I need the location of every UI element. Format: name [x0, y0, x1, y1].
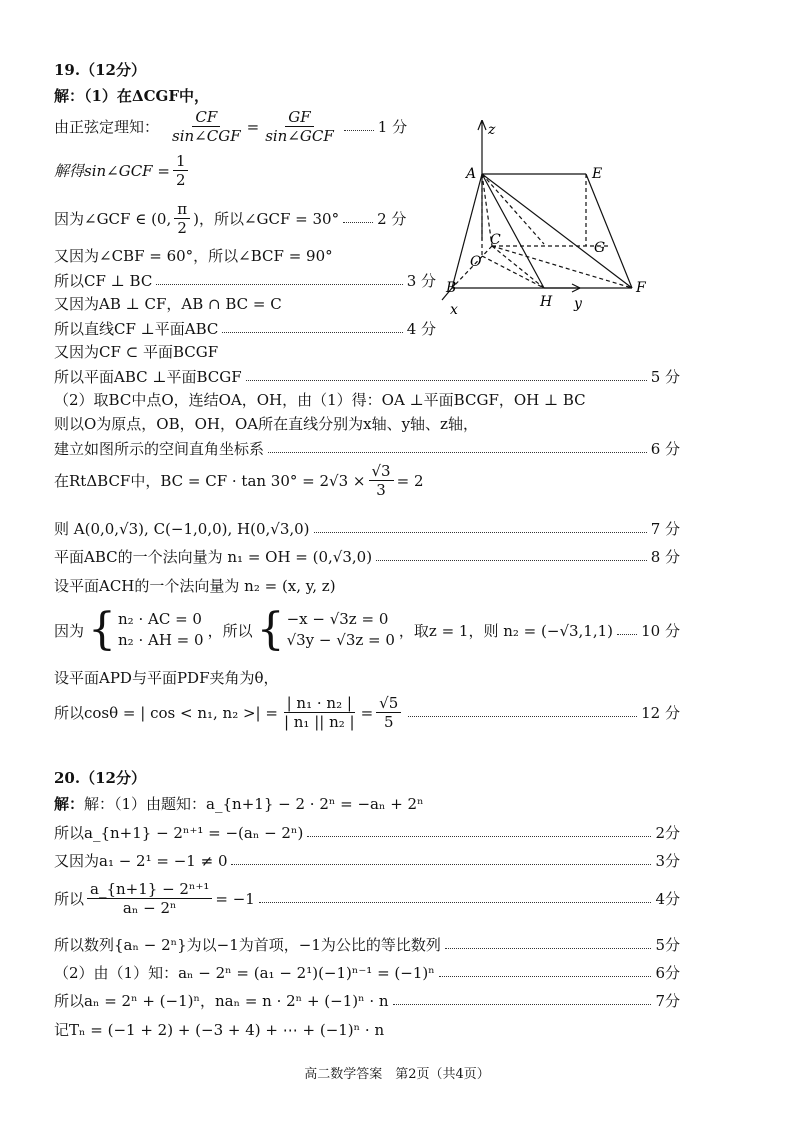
q19-line: 又因为AB ⊥ CF，AB ∩ BC = C — [54, 295, 282, 313]
q19-line: 建立如图所示的空间直角坐标系 6 分 — [54, 440, 680, 458]
q20-line: 所以数列{aₙ − 2ⁿ}为以−1为首项，−1为公比的等比数列 5分 — [54, 936, 680, 954]
q19-line: 平面ABC的一个法向量为 n₁ = OH = (0,√3,0) 8 分 — [54, 548, 680, 566]
q19-line: 则 A(0,0,√3), C(−1,0,0), H(0,√3,0) 7 分 — [54, 520, 680, 538]
q19-line: 所以直线CF ⊥平面ABC 4 分 — [54, 320, 436, 338]
q20-line: 所以a_{n+1} − 2ⁿ⁺¹ = −(aₙ − 2ⁿ) 2分 — [54, 824, 680, 842]
q19-line: 又因为CF ⊂ 平面BCGF — [54, 343, 219, 361]
q19-line: 因为∠GCF ∈ (0, $\frac{\pi}{2}$ )，所以∠GCF = 30° 2 分 — [54, 200, 407, 237]
q19-line: 所以cosθ = | cos < n₁, n₂ >| = $\frac{\text{| n₁ · n₂ |}}{\text{| n₁ || n₂ |}}$ = $\frac{√5}{5}$ 12 分 — [54, 694, 680, 731]
q19-line-system: 因为 { n₂ · AC = 0 n₂ · AH = 0 ，所以 { −x − √3z = 0 √3y − √3z = 0 ，取z = 1，则 n₂ = (−√3,1,1) 10 分 — [54, 604, 680, 655]
q20-line: 记Tₙ = (−1 + 2) + (−3 + 4) + ⋯ + (−1)ⁿ · n — [54, 1021, 385, 1039]
label-A: A — [466, 166, 477, 182]
q19-line: 设平面ACH的一个法向量为 n₂ = (x, y, z) — [54, 577, 336, 595]
q19-line: 则以O为原点，OB，OH，OA所在直线分别为x轴、y轴、z轴， — [54, 415, 478, 433]
label-E: E — [592, 166, 603, 182]
q19-line: 解得sin∠GCF = $\frac{1}{2}$ — [54, 152, 680, 189]
q19-line: 所以CF ⊥ BC 3 分 — [54, 272, 436, 290]
q20-line: （2）由（1）知：aₙ − 2ⁿ = (a₁ − 2¹)(−1)ⁿ⁻¹ = (−1)ⁿ 6分 — [54, 964, 680, 982]
label-y: y — [574, 296, 582, 312]
q20-line: 所以aₙ = 2ⁿ + (−1)ⁿ，naₙ = n · 2ⁿ + (−1)ⁿ · n 7分 — [54, 992, 680, 1010]
q20-heading: 20.（12分） — [54, 769, 146, 787]
label-O: O — [470, 254, 482, 270]
label-H: H — [540, 294, 553, 310]
q19-line: 在RtΔBCF中，BC = CF · tan 30° = 2√3 × $\frac{√3}{3}$ = 2 — [54, 462, 424, 499]
q20-line: 又因为a₁ − 2¹ = −1 ≠ 0 3分 — [54, 852, 680, 870]
label-B: B — [446, 280, 457, 296]
label-C: C — [490, 232, 501, 248]
geometry-figure — [440, 120, 660, 320]
q19-line: 设平面APD与平面PDF夹角为θ， — [54, 669, 279, 687]
label-x: x — [450, 302, 458, 318]
q19-heading: 19.（12分） — [54, 61, 146, 79]
q19-line-sine-law: 由正弦定理知： $\frac{CF}{\text{sin∠CGF}}$ = $\frac{GF}{\text{sin∠GCF}}$ 1 分 — [54, 108, 408, 145]
q19-line: 所以平面ABC ⊥平面BCGF 5 分 — [54, 368, 680, 386]
page-footer: 高二数学答案 第2页（共4页） — [304, 1067, 490, 1082]
label-F: F — [636, 280, 646, 296]
q19-line: 又因为∠CBF = 60°，所以∠BCF = 90° — [54, 247, 333, 265]
q19-line: 解：（1）在ΔCGF中， — [54, 87, 209, 105]
q20-line: 所以 $\frac{\text{a\_\{n+1\} − 2ⁿ⁺¹}}{\text{aₙ − 2ⁿ}}$ = −1 4分 — [54, 880, 680, 917]
q19-line: （2）取BC中点O，连结OA，OH，由（1）得：OA ⊥平面BCGF，OH ⊥ BC — [54, 391, 586, 409]
label-z: z — [488, 122, 496, 138]
q20-line: 解：解：（1）由题知：a_{n+1} − 2 · 2ⁿ = −aₙ + 2ⁿ — [54, 795, 424, 813]
label-G: G — [594, 240, 606, 256]
